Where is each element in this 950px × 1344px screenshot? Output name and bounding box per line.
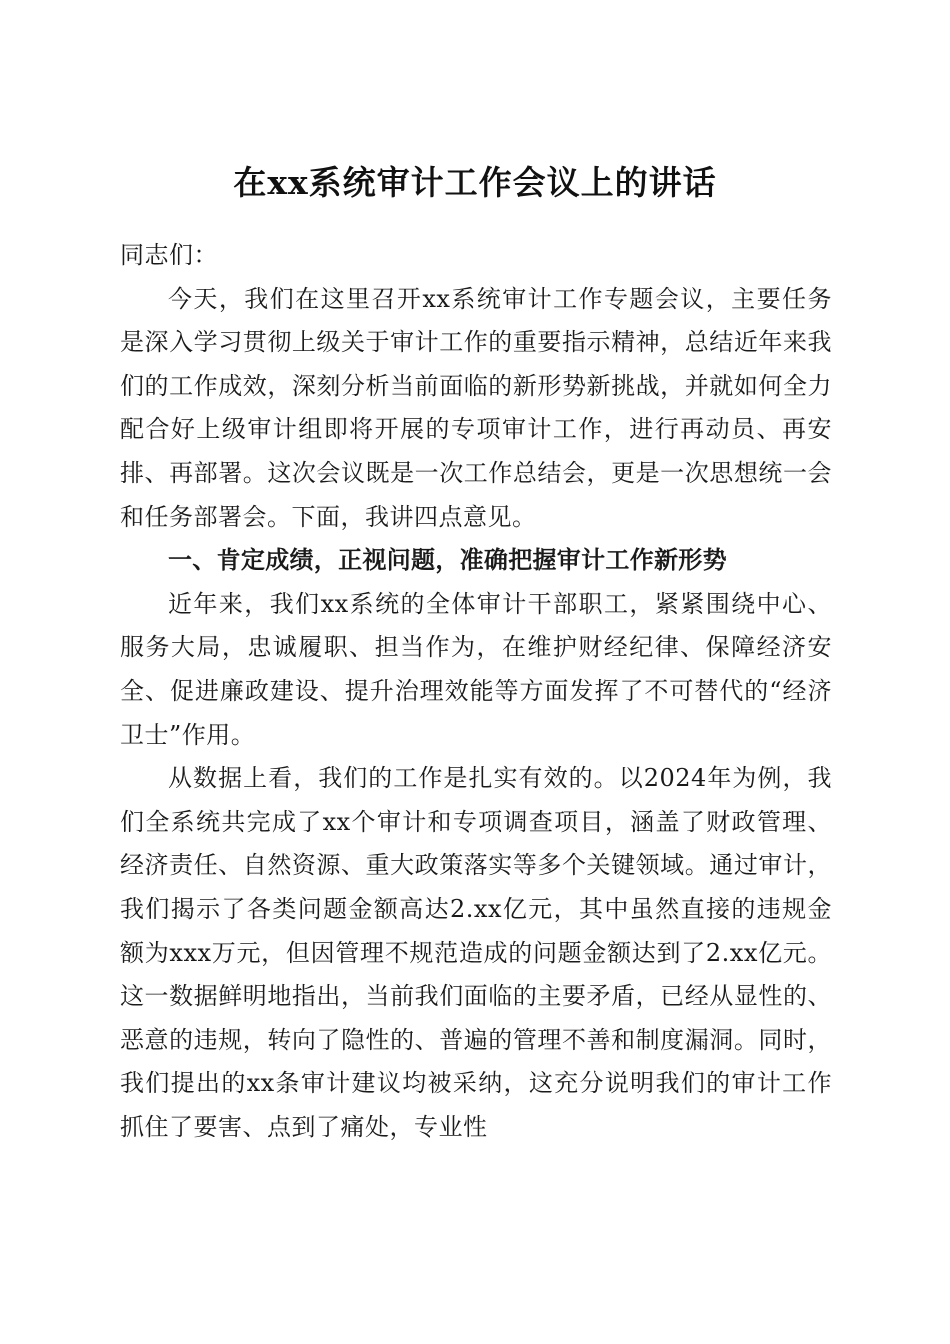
document-body <box>120 234 832 1149</box>
intro-paragraph: 今天，我们在这里召开xx系统审计工作专题会议，主要任务是深入学习贯彻上级关于审计工作的重要指示精神，总结近年来我们的工作成效，深刻分析当前面临的新形势新挑战，并就如何全力配合好上级审计组即将开展的专项审计工作，进行再动员、再安排、再部署。这次会议既是一次工作总结会，更是一次思想统一会和任务部署会。下面，我讲四点意见。 <box>120 284 832 531</box>
salutation: 同志们： <box>120 241 218 269</box>
section-1-paragraph-2: 从数据上看，我们的工作是扎实有效的。以2024年为例，我们全系统共完成了xx个审计和专项调查项目，涵盖了财政管理、经济责任、自然资源、重大政策落实等多个关键领域。通过审计，我们揭示了各类问题金额高达2.xx亿元，其中虽然直接的违规金额为xxx万元，但因管理不规范造成的问题金额达到了2.xx亿元。这一数据鲜明地指出，当前我们面临的主要矛盾，已经从显性的、恶意的违规，转向了隐性的、普遍的管理不善和制度漏洞。同时，我们提出的xx条审计建议均被采纳，这充分说明我们的审计工作抓住了要害、点到了痛处，专业性 <box>120 764 832 1141</box>
document-title: 在xx系统审计工作会议上的讲话 <box>233 163 717 203</box>
section-1-paragraph-1: 近年来，我们xx系统的全体审计干部职工，紧紧围绕中心、服务大局，忠诚履职、担当作为，在维护财经纪律、保障经济安全、促进廉政建设、提升治理效能等方面发挥了不可替代的“经济卫士”作用。 <box>120 589 832 749</box>
section-1-heading: 一、肯定成绩，正视问题，准确把握审计工作新形势 <box>168 546 727 575</box>
